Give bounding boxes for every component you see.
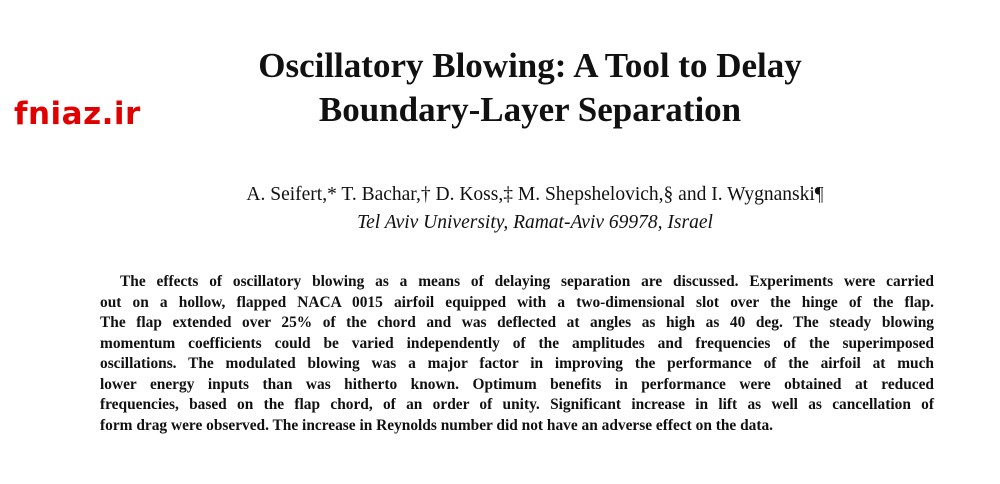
abstract-line: momentum coefficients could be varied independently of the amplitudes and frequencies of the superimposed xyxy=(100,334,934,352)
paper-title xyxy=(150,44,910,132)
abstract-line: oscillations. The modulated blowing was a major factor in improving the performance of the airfoil at much xyxy=(100,355,934,372)
abstract-line: The flap extended over 25% of the chord and was deflected at angles as high as 40 deg. The steady blowing xyxy=(100,314,934,331)
title-line-2: Boundary-Layer Separation xyxy=(318,90,742,129)
affiliation: Tel Aviv University, Ramat-Aviv 69978, Israel xyxy=(357,212,713,233)
title-line-1: Oscillatory Blowing: A Tool to Delay xyxy=(258,46,802,85)
abstract-line: out on a hollow, flapped NACA 0015 airfoil equipped with a two-dimensional slot over the hinge of the flap. xyxy=(100,293,934,311)
abstract xyxy=(100,272,934,436)
abstract-line: form drag were observed. The increase in Reynolds number did not have an adverse effect on the data. xyxy=(100,416,774,434)
abstract-line: The effects of oscillatory blowing as a means of delaying separation are discussed. Experiments were carried xyxy=(120,273,934,290)
author-list: A. Seifert,* T. Bachar,† D. Koss,‡ M. Shepshelovich,§ and I. Wygnanski¶ xyxy=(246,184,824,205)
watermark-logo: fniaz.ir xyxy=(14,96,141,132)
abstract-line: frequencies, based on the flap chord, of an order of unity. Significant increase in lift as well as cancellation of xyxy=(100,396,934,413)
abstract-line: lower energy inputs than was hitherto known. Optimum benefits in performance were obtained at reduced xyxy=(100,375,934,393)
